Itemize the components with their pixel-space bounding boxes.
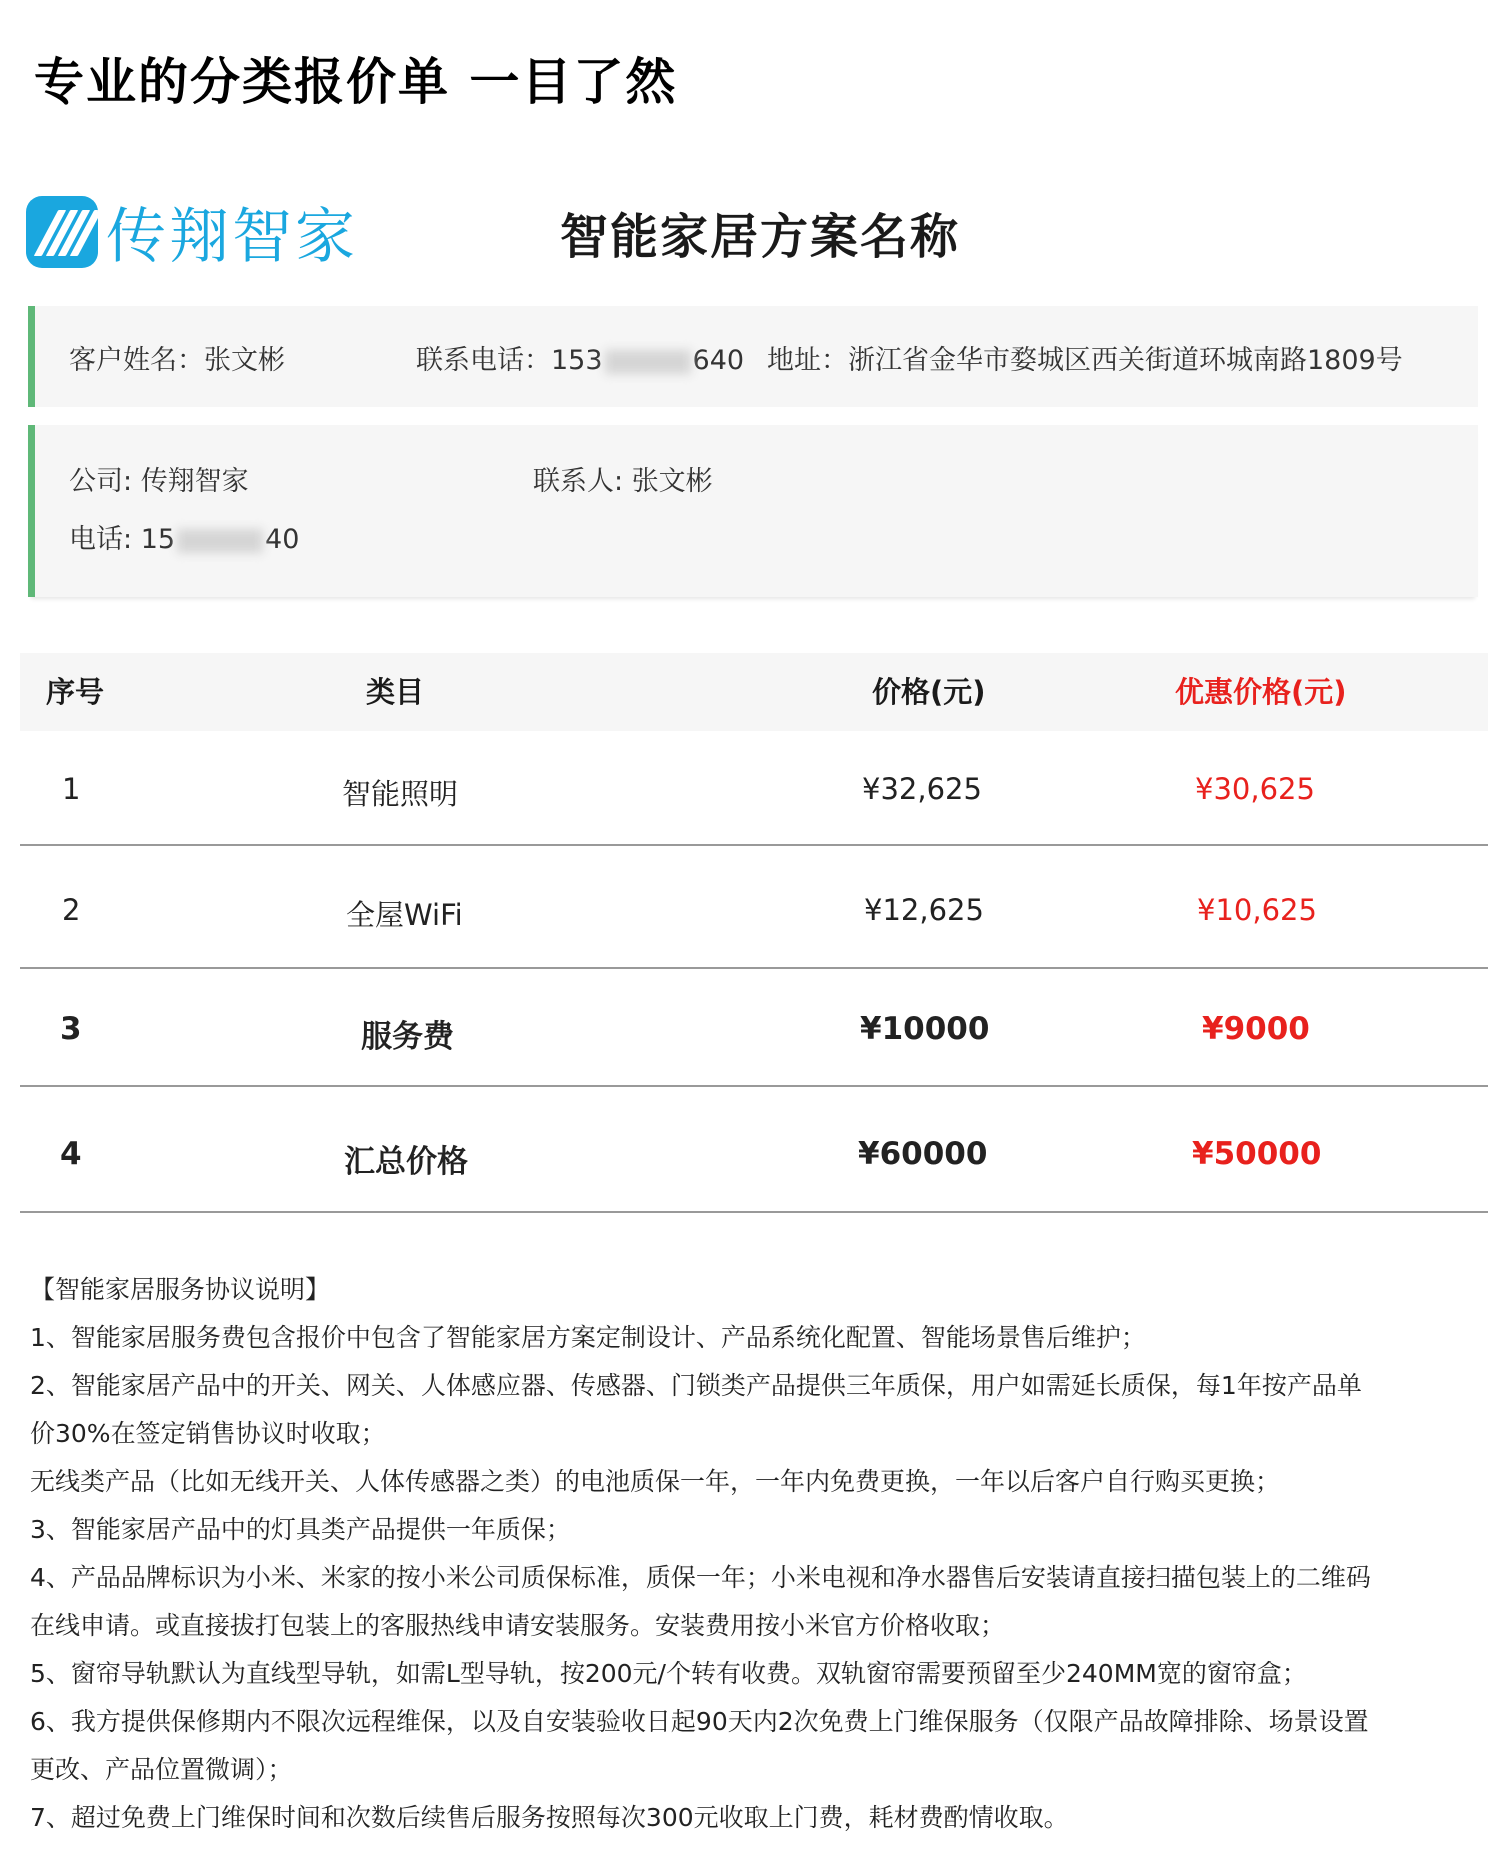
row-discount-price: ¥10,625 <box>1197 893 1317 927</box>
row-category: 服务费 <box>361 1019 454 1055</box>
notes-title: 【智能家居服务协议说明】 <box>30 1275 331 1304</box>
header-index: 序号 <box>46 675 105 709</box>
note-line: 5、窗帘导轨默认为直线型导轨，如需L型导轨，按200元/个转有收费。双轨窗帘需要预留至少240MM宽的窗帘盒； <box>30 1659 1307 1688</box>
note-line: 6、我方提供保修期内不限次远程维保，以及自安装验收日起90天内2次免费上门维保服务（仅限产品故障排除、场景设置 <box>30 1707 1369 1736</box>
brand-stripes-logo-icon <box>26 196 98 268</box>
table-row <box>20 1087 1488 1213</box>
note-line: 3、智能家居产品中的灯具类产品提供一年质保； <box>30 1515 571 1544</box>
header-price: 价格(元) <box>872 675 986 709</box>
redacted-digits <box>605 350 691 374</box>
row-category: 智能照明 <box>342 777 459 811</box>
row-price: ¥12,625 <box>864 893 984 927</box>
note-line: 无线类产品（比如无线开关、人体传感器之类）的电池质保一年，一年内免费更换，一年以后客户自行购买更换； <box>30 1467 1281 1496</box>
row-discount-price: ¥50000 <box>1192 1136 1322 1172</box>
row-discount-price: ¥9000 <box>1202 1011 1310 1047</box>
company-contact: 联系人: 张文彬 <box>533 466 713 497</box>
customer-address: 地址：浙江省金华市婺城区西关街道环城南路1809号 <box>767 345 1403 376</box>
note-line: 4、产品品牌标识为小米、米家的按小米公司质保标准，质保一年；小米电视和净水器售后安装请直接扫描包装上的二维码 <box>30 1563 1371 1592</box>
page-headline: 专业的分类报价单 一目了然 <box>34 53 678 111</box>
note-line: 2、智能家居产品中的开关、网关、人体感应器、传感器、门锁类产品提供三年质保，用户如需延长质保，每1年按产品单 <box>30 1371 1362 1400</box>
row-index: 4 <box>60 1136 82 1172</box>
row-index: 1 <box>62 772 81 806</box>
row-index: 3 <box>60 1011 82 1047</box>
table-row <box>20 846 1488 969</box>
header-discount-price: 优惠价格(元) <box>1175 675 1347 709</box>
note-line: 在线申请。或直接拔打包装上的客服热线申请安装服务。安装费用按小米官方价格收取； <box>30 1611 1006 1640</box>
row-price: ¥32,625 <box>862 772 982 806</box>
note-line: 1、智能家居服务费包含报价中包含了智能家居方案定制设计、产品系统化配置、智能场景售后维护； <box>30 1323 1146 1352</box>
table-row <box>20 969 1488 1087</box>
company-phone: 电话: 15 40 <box>69 524 300 555</box>
brand-logo <box>26 194 358 270</box>
company-info-panel <box>28 425 1478 597</box>
table-row <box>20 731 1488 846</box>
note-line: 价30%在签定销售协议时收取； <box>30 1419 386 1448</box>
redacted-digits <box>177 529 263 553</box>
row-price: ¥10000 <box>860 1011 990 1047</box>
header-category: 类目 <box>366 675 425 709</box>
note-line: 7、超过免费上门维保时间和次数后续售后服务按照每次300元收取上门费，耗材费酌情收取。 <box>30 1803 1069 1832</box>
brand-name: 传翔智家 <box>106 202 358 272</box>
row-price: ¥60000 <box>858 1136 988 1172</box>
note-line: 更改、产品位置微调）； <box>30 1755 293 1784</box>
service-agreement-notes <box>30 1266 1480 1842</box>
customer-phone: 联系电话：153 640 <box>416 345 745 376</box>
row-discount-price: ¥30,625 <box>1195 772 1315 806</box>
row-category: 全屋WiFi <box>346 898 463 932</box>
document-title: 智能家居方案名称 <box>560 209 961 265</box>
price-table-header <box>20 653 1488 731</box>
customer-info-panel <box>28 306 1478 407</box>
customer-name: 客户姓名：张文彬 <box>69 345 285 376</box>
row-index: 2 <box>62 893 81 927</box>
row-category: 汇总价格 <box>344 1144 468 1180</box>
company-name: 公司: 传翔智家 <box>69 466 249 497</box>
